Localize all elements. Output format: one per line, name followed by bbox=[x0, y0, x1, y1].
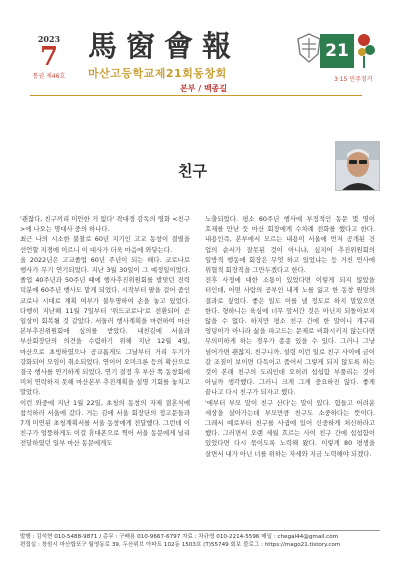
issue-month: 7 bbox=[39, 42, 59, 72]
paragraph: '괜찮다, 친구끼리 미안한 거 없다' 곽대경 감독의 영화 <친구>에 나오는 명대사 중의 하나다. bbox=[20, 215, 190, 234]
paragraph: 올 2022년은 고교졸업 60년 주년이 되는 해다. 코로나로 행사가 무기 연기되었다. 지난 3월 30일이 그 예정일이었다. 졸업 40주년과 50주년 때에 행사추진위원회를 발맞던 전력 덕분에 60주년 행사도 맡게 되었다. 시작부터 팔을 걸어 줌인 코로나 시대로 계획 여부가 불투명하여 손을 놓고 있었다. 다행히 지난해 11월 7일부터 '위드코로나'로 전환되어 곧 일상이 회복될 것 같았다. 서둘러 행사계획을 마련하여 마산 본부추진위원회에 심의를 받았다. 내친김에 서울과 부산회장단의 의견을 수렴하기 위해 지난 12월 4일, 마산으로 초빙하였으나 공교롭게도 그날부터 거리 두기가 강화되어 모임이 취소되었다. 연이어 오미크론 등의 확산으로 결국 행사를 연기하게 되었다. 연기 결정 후 부산 쪽 동창회에 미처 연락하지 못해 마산본부 추진계획을 설명 기회를 놓치고 말았다. bbox=[20, 255, 190, 397]
article-column-right bbox=[205, 214, 375, 459]
issue-box bbox=[30, 34, 68, 80]
flower-emblem-icon bbox=[336, 30, 376, 72]
newspaper-title: 馬窗會報 bbox=[88, 29, 241, 63]
section-bar bbox=[30, 82, 362, 96]
footer-contacts: 발행 : 김석현 010-5488-9871 / 총무 : 구배용 010-9667-6797 자료 : 차규영 010-2214-5596 메일 : chegal44@gmail.com bbox=[20, 534, 339, 540]
author-photo bbox=[335, 141, 380, 191]
footer-address: 편집실 : 창원시 마산합포구 월영동로 39, 두산위브 아파트 102동 1503호 (T)55749 회보 블로그 : https://mago21.tistory.com bbox=[20, 542, 341, 548]
issue-number: 통권 제46호 bbox=[32, 73, 66, 80]
masthead bbox=[0, 0, 400, 100]
section-label: 본부 / 백종길 bbox=[180, 84, 228, 93]
logo-caption: 3·15 민주정거 bbox=[334, 76, 373, 83]
paragraph: 이런 와중에 지난 1월 22일, 초청의 동창의 자제 결혼식에 참석하러 서울에 갔다. 거는 김에 서울 회장단의 정고문들과 7개 미연된 초청계획서를 서울 동창에게 전달했다. 그런데 이 친구가 엉뚱하게도 이걸 휴대폰으로 찍어 서울 동문에게 널리 전달하였던 일부 마산 동문에게도 bbox=[20, 398, 190, 448]
class-21-logo: 21 bbox=[320, 34, 354, 68]
issue-year: 2023 bbox=[37, 34, 61, 44]
school-crest-icon bbox=[296, 32, 322, 64]
footer bbox=[20, 530, 380, 549]
paragraph: '에부터 부모 말이 친구 산다'는 말이 있다. 험들고 어려운 세상을 살아가는데 부모만큼 친구도 소중하다는 뜻이다. 그래서 예로부터 친구를 사귐에 있어 신중하게 처신하라고 했다. 그러면서 오랜 세월 흐르는 사이 친구 간에 섭섭함이 있었다면 다시 묶이도록 노력해 왔다. 이렇게 80 평생을 살면서 내가 아닌 너를 위하는 자세와 지금 노력해야 되겠다. bbox=[205, 398, 375, 458]
paragraph: 최근 나의 시소한 불찰로 60년 지기인 고교 동창이 결별을 선언할 지경에 이르니 이 대사가 더욱 마음에 와닿는다. bbox=[20, 235, 190, 254]
paragraph: 전후 사정에 대한 소통이 있었다면 이렇게 되지 않았을 터인데, 어떤 사람의 공부인 내게 노를 잃고 한 동창 원망의 결과로 짚었다. 좋은 일도 이를 낼 정도로 하지 말았으면 한다. 형하니는 육심에 너무 앞서간 것은 아닌지 되돌아보지 않을 수 없다. 하지만 평소 친구 간에 한 말이니 개구리 엉덩이가 아니라 삶을 파고드는 문제로 비화시키지 않는다면 무의미하게 하는 경우가 종종 있을 수 있다. 그러니 그냥 넘어가면 괜찮지. 친구니까. 설령 이런 일로 친구 사이에 금이 갈 조짐이 보이면 다독이고 품어서 그렇게 되지 않도록 하는 것이 본래 친구의 도리인데 오히려 섭섭함 부풀리는 것이 아닐까 생각했다. 그러니 크게 그게 중요하진 않다. 좋게 끝나고 다시 친구가 되자고 했다. bbox=[205, 276, 375, 397]
paragraph: 노출되었다. 평소 60주년 행사에 부정적인 동문 몇 명이 호재를 만난 듯 마산 회장에게 수차례 전화를 했다고 한다. 내용인즉, 본부에서 모르는 내용이 서울에 먼저 공개된 건 업의 순서가 잘못된 것이 아니냐, 심지어 추진위원회의 일방적 행동에 회장은 무엇 하고 있었냐는 등 거친 언사에 위협적 회장직을 그만두겠다고 한다. bbox=[205, 215, 375, 275]
title-block bbox=[88, 30, 318, 81]
author-portrait-icon bbox=[336, 142, 380, 191]
article-column-left bbox=[20, 214, 190, 449]
article-title: 친구 bbox=[178, 162, 207, 180]
newspaper-subtitle: 마산고등학교제21회동창회 bbox=[88, 67, 227, 80]
